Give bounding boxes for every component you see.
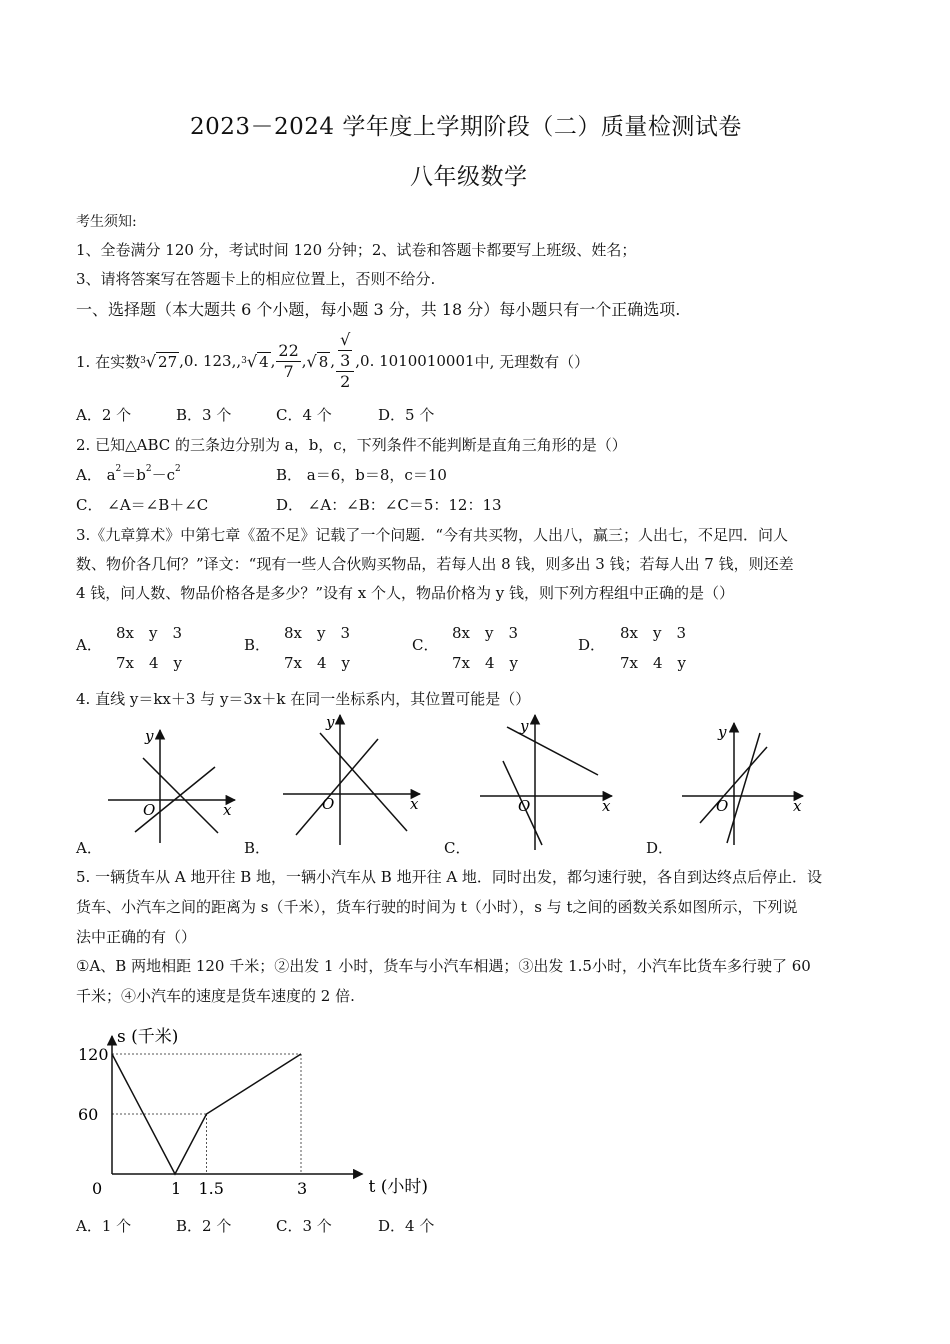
chart-y-label: s (千米) xyxy=(117,1027,179,1047)
svg-text:y: y xyxy=(326,713,335,731)
q4-stem: 4. 直线 y＝kx＋3 与 y＝3x＋k 在同一坐标系内，其位置可能是（） xyxy=(76,690,531,708)
chart-x-tick-3: 3 xyxy=(297,1179,308,1198)
q1-cube-root-index-2: 3 xyxy=(241,356,247,366)
q5-line-3: 法中正确的有（） xyxy=(76,928,197,946)
svg-text:y: y xyxy=(520,717,529,735)
question-1: 1. 在实数 3 √ 27 ,0. 123,, 3 √ 4 , $\frac{22}{7}$ , √ 8 , √ 3 2 ,0. 1010010001 中, 无理数有（） xyxy=(76,330,590,391)
q3-option-a-system: 8x y 3 7x 4 y xyxy=(116,624,183,672)
q5-line-4: ①A、B 两地相距 120 千米；②出发 1 小时，货车与小汽车相遇；③出发 1.5小时，小汽车比货车多行驶了 60 xyxy=(76,957,811,975)
q4-option-d[interactable]: D． xyxy=(646,839,674,857)
q2-option-b[interactable]: B． a＝6，b＝8，c＝10 xyxy=(276,466,447,484)
q3-option-d-label[interactable]: D． xyxy=(578,636,606,654)
notice-line-2: 3、请将答案写在答题卡上的相应位置上，否则不给分. xyxy=(76,270,436,288)
q4-a-y-label: y xyxy=(145,727,154,745)
q5-line-2: 货车、小汽车之间的距离为 s（千米），货车行驶的时间为 t（小时），s 与 t之间的函数关系如图所示，下列说 xyxy=(76,898,798,916)
q2-stem: 2. 已知△ABC 的三条边分别为 a，b，c，下列条件不能判断是直角三角形的是（） xyxy=(76,436,627,454)
q1-mid: ,0. 123,, xyxy=(179,352,242,370)
svg-text:O: O xyxy=(322,795,335,813)
q4-option-b[interactable]: B． xyxy=(244,839,271,857)
q3-option-b-label[interactable]: B． xyxy=(244,636,271,654)
svg-text:y: y xyxy=(718,723,727,741)
q3-option-c-label[interactable]: C． xyxy=(412,636,439,654)
q1-fraction-22-7: $\frac{22}{7}$ xyxy=(278,340,299,381)
q2-option-c[interactable]: C． ∠A＝∠B＋∠C xyxy=(76,496,209,514)
q3-line-3: 4 钱，问人数、物品价格各是多少？”设有 x 个人，物品价格为 y 钱，则下列方程组中正确的是（） xyxy=(76,584,734,602)
q4-a-x-label: x xyxy=(223,801,232,819)
q4-graph-c[interactable] xyxy=(480,715,612,850)
chart-y-tick-1: 120 xyxy=(78,1045,109,1064)
q4-b-line-2 xyxy=(296,739,378,835)
q3-line-2: 数、物价各几何？”译文：“现有一些人合伙购买物品，若每人出 8 钱，则多出 3 钱；若每人出 7 钱，则还差 xyxy=(76,555,794,573)
q4-d-line-2 xyxy=(727,733,760,843)
notice-heading: 考生须知: xyxy=(76,214,137,230)
svg-text:O: O xyxy=(518,797,531,815)
q1-tail: ,0. 1010010001 xyxy=(355,352,475,370)
q5-option-a[interactable]: A．1 个 xyxy=(76,1217,132,1235)
section-heading: 一、选择题（本大题共 6 个小题，每小题 3 分，共 18 分）每小题只有一个正确选项. xyxy=(76,300,681,319)
chart-x-tick-0: 0 xyxy=(92,1179,103,1198)
q1-option-c[interactable]: C．4 个 xyxy=(276,406,332,424)
q1-radicand-27: 27 xyxy=(158,352,178,371)
q5-option-b[interactable]: B．2 个 xyxy=(176,1217,232,1235)
q5-option-c[interactable]: C．3 个 xyxy=(276,1217,332,1235)
page-subtitle: 八年级数学 xyxy=(410,164,528,190)
q2-option-a[interactable]: A． $a^2=b^2-c^2$ xyxy=(76,464,181,484)
q1-suffix: 中, 无理数有（） xyxy=(474,352,590,371)
q1-option-a[interactable]: A．2 个 xyxy=(76,406,132,424)
q4-option-c[interactable]: C． xyxy=(444,839,471,857)
chart-y-tick-0: 60 xyxy=(78,1105,99,1124)
q3-option-a-label[interactable]: A． xyxy=(76,636,102,654)
q4-graph-b[interactable] xyxy=(283,713,420,845)
svg-text:x: x xyxy=(602,797,611,815)
notice-line-1: 1、全卷满分 120 分，考试时间 120 分钟；2、试卷和答题卡都要写上班级、姓名； xyxy=(76,241,637,259)
q5-line-1: 5. 一辆货车从 A 地开往 B 地，一辆小汽车从 B 地开往 A 地．同时出发，都匀速行驶，各自到达终点后停止．设 xyxy=(76,868,822,886)
q2-option-d[interactable]: D． ∠A：∠B：∠C＝5：12：13 xyxy=(276,496,502,514)
chart-x-label: t (小时) xyxy=(368,1177,428,1197)
q1-option-b[interactable]: B．3 个 xyxy=(176,406,232,424)
q3-option-c-system: 8x y 3 7x 4 y xyxy=(452,624,519,672)
q1-option-d[interactable]: D．5 个 xyxy=(378,406,435,424)
q4-b-line-1 xyxy=(320,733,407,831)
page-title: 2023－2024 学年度上学期阶段（二）质量检测试卷 xyxy=(190,114,742,140)
q1-radicand-4: 4 xyxy=(259,352,269,371)
q3-option-b-system: 8x y 3 7x 4 y xyxy=(284,624,351,672)
q4-graph-a[interactable] xyxy=(108,727,235,843)
chart-x-tick-2: 1.5 xyxy=(198,1179,224,1198)
q4-option-a[interactable]: A． xyxy=(76,839,102,857)
q3-option-d-system: 8x y 3 7x 4 y xyxy=(620,624,687,672)
q3-line-1: 3.《九章算术》中第七章《盈不足》记载了一个问题．“今有共买物，人出八，赢三；人出七，不足四．问人 xyxy=(76,526,788,544)
q1-prefix: 1. 在实数 xyxy=(76,352,141,371)
q1-radicand-8: 8 xyxy=(318,352,329,371)
svg-text:x: x xyxy=(793,797,802,815)
q5-chart xyxy=(70,1012,430,1207)
svg-text:x: x xyxy=(410,795,419,813)
q1-fraction-root3-2: √ 3 2 xyxy=(336,330,354,392)
svg-text:O: O xyxy=(716,797,729,815)
q4-graphs xyxy=(0,705,950,855)
q5-option-d[interactable]: D．4 个 xyxy=(378,1217,435,1235)
q1-cube-root-index: 3 xyxy=(140,356,146,366)
chart-x-tick-1: 1 xyxy=(171,1179,182,1198)
q5-line-5: 千米；④小汽车的速度是货车速度的 2 倍. xyxy=(76,987,355,1005)
q4-a-origin: O xyxy=(143,801,156,819)
q4-graph-d[interactable] xyxy=(682,723,803,845)
